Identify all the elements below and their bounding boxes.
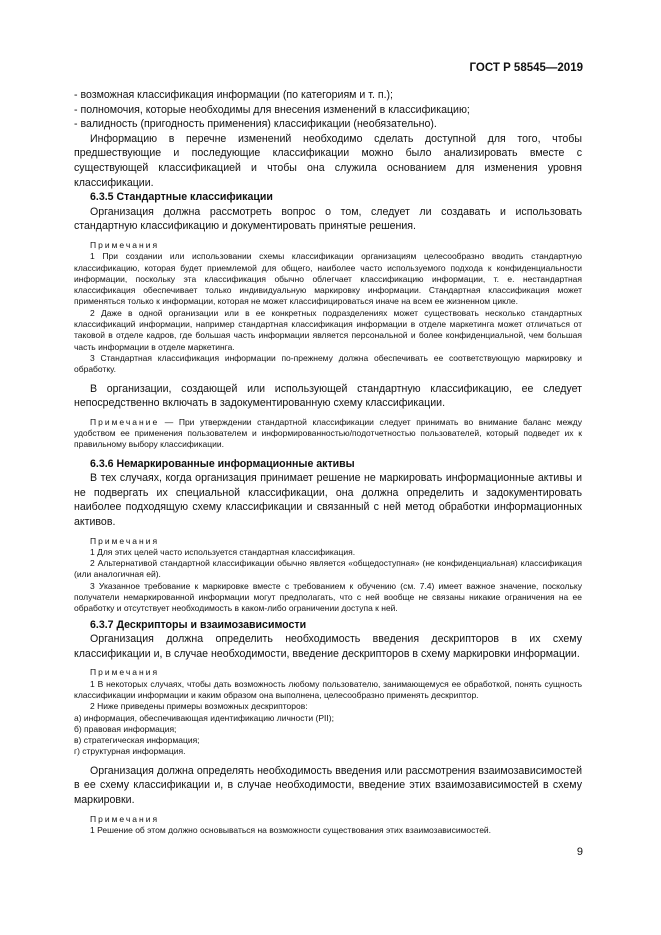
note-item: 3 Стандартная классификация информации по-прежнему должна обеспечивать ее соответствующую маркировку и обработку. — [74, 352, 582, 375]
note-item: 1 В некоторых случаях, чтобы дать возможность любому пользователю, занимающемуся ее обработкой, понять сущность классификации информации и каким образом она выполнена, целесообразно применять дескриптор. — [74, 678, 582, 700]
example-item: г) структурная информация. — [74, 746, 186, 757]
section-heading-6-3-5: 6.3.5 Стандартные классификации — [90, 191, 273, 204]
notes-heading: Примечания — [90, 535, 160, 546]
note-item: 2 Даже в одной организации или в ее конкретных подразделениях может существовать несколько стандартных классификаций информации, например стандартная классификация информации в отделе маркетинга может отличаться от таковой в отделе кадров, где большая часть информации является персональной и более конфиденциальной, чем большая часть информации в отделе маркетинга. — [74, 307, 582, 352]
note-single — [74, 417, 582, 451]
example-item: а) информация, обеспечивающая идентификацию личности (PII); — [74, 712, 334, 723]
example-item: в) стратегическая информация; — [74, 735, 200, 746]
paragraph: В организации, создающей или использующей стандартную классификацию, ее следует непосредственно включать в задокументированную схему классификации. — [74, 382, 582, 410]
list-item: - валидность (пригодность применения) классификации (необязательно). — [74, 118, 437, 131]
paragraph: Организация должна определять необходимость введения или рассмотрения взаимозависимостей в ее схему классификации и, в случае необходимости, введение этих взаимозависимостей в схему маркировки. — [74, 764, 582, 806]
document-header-id: ГОСТ Р 58545—2019 — [469, 62, 583, 74]
notes-heading: Примечания — [90, 813, 160, 824]
paragraph: Информацию в перечне изменений необходимо сделать доступной для того, чтобы предшествующие и последующие классификации можно было анализировать вместе с существующей классификацией и чтобы она служила основанием для изменения уровня классификации. — [74, 132, 582, 189]
list-item: - возможная классификация информации (по категориям и т. п.); — [74, 89, 393, 101]
note-label: Примечание — [90, 416, 160, 427]
note-item: 1 Решение об этом должно основываться на возможности существования этих взаимозависимостей. — [90, 824, 492, 835]
note-item: 1 Для этих целей часто используется стандартная классификация. — [90, 546, 356, 557]
paragraph: В тех случаях, когда организация принимает решение не маркировать информационные активы и не подвергать их специальной классификации, она должна определить и задокументировать наиболее подходящую схему классификации и связанный с ней метод обработки информационных активов. — [74, 472, 582, 528]
paragraph: Организация должна определить необходимость введения дескрипторов в их схему классификации и, в случае необходимости, введение дескрипторов в схему маркировки информации. — [74, 633, 582, 660]
note-text: — При утверждении стандартной классификации следует принимать во внимание баланс между удобством ее применения пользователем и информированностью/подотчетностью пользователей, который подведет их к правильному выбору классификации. — [74, 416, 582, 450]
section-heading-6-3-6: 6.3.6 Немаркированные информационные активы — [90, 457, 355, 470]
example-item: б) правовая информация; — [74, 723, 177, 734]
page-number: 9 — [576, 846, 583, 858]
note-item: 1 При создании или использовании схемы классификации организациям целесообразно вводить стандартную классификацию, которая будет приемлемой для общего, наиболее часто используемого подхода к конфиденциальности информации, поскольку эта классификация обычно облегчает классификацию информации, т. е. нестандартная классификация обеспечивает только индивидуальную маркировку информации. Стандартная классификация может применяться только к информации, которая не может классифицироваться иначе на всем ее жизненном цикле. — [74, 251, 582, 307]
note-item: 2 Ниже приведены примеры возможных дескрипторов: — [90, 701, 308, 712]
paragraph: Организация должна рассмотреть вопрос о том, следует ли создавать и использовать стандартную классификацию и документировать принятые решения. — [74, 205, 582, 233]
note-item: 3 Указанное требование к маркировке вместе с требованием к обучению (см. 7.4) имеет важное значение, поскольку получатели немаркированной информации могут предполагать, что с ней вообще не связаны никакие ограничения на ее обработку и отсутствует необходимость в каком-либо ограничении доступа к ней. — [74, 580, 582, 614]
notes-heading: Примечания — [90, 667, 160, 678]
list-item: - полномочия, которые необходимы для внесения изменений в классификацию; — [74, 103, 470, 116]
notes-heading: Примечания — [90, 239, 160, 250]
page-body — [74, 88, 582, 836]
section-heading-6-3-7: 6.3.7 Дескрипторы и взаимозависимости — [90, 618, 307, 631]
note-item: 2 Альтернативой стандартной классификации обычно является «общедоступная» (не конфиденциальная) классификация (или аналогичная ей). — [74, 558, 582, 580]
